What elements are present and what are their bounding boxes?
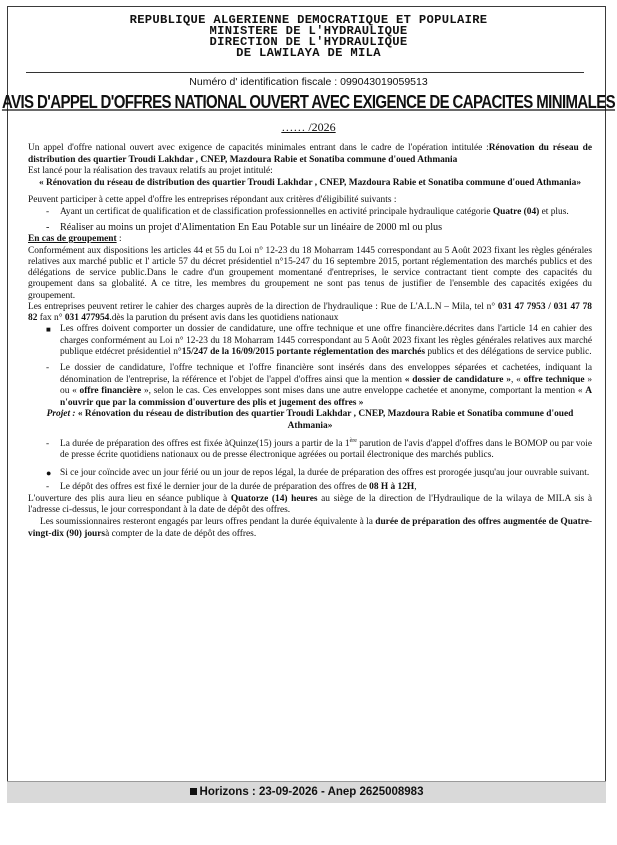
header-divider [26, 72, 584, 73]
header-wilaya: DE LAWILAYA DE MILA [236, 46, 381, 60]
header-direction: DIRECTION DE L'HYDRAULIQUE [209, 35, 408, 49]
duree-item: - La durée de préparation des offres est fixée àQuinze(15) jours a partir de la 1ère parution de l'avis d'appel d'offres dans le BOMOP ou par voie de presse écrite quotidiens nationaux ou de presse électronique agréées ou portail électronique des marchés publics. [28, 439, 592, 462]
publication-reference: Horizons : 23-09-2026 - Anep 2625008983 [199, 786, 424, 798]
header-ministry: MINISTERE DE L'HYDRAULIQUE [209, 24, 408, 38]
retrait-paragraph: Les entreprises peuvent retirer le cahier des charges auprès de la direction de l'hydraulique : Rue de L'A.L.N – Mila, tel n° 031 47 7953 / 031 47 78 82 fax n° 031 477954.dès la parution du présent avis dans les quotidiens nationaux [28, 301, 592, 323]
offres-item: ■ Les offres doivent comporter un dossier de candidature, une offre technique et une offre financière.décrites dans l'article 14 en cahier des charges conformément au Loi n° 12-23 du 18 Moharram 1445 correspondant au 5 Août 2023 fixant les règles générales relatives aux marché publique etdécret présidentiel n°15/247 de la 16/09/2015 portante réglementation des marchés publics et des délégations de service public. [46, 324, 592, 358]
notice-body [28, 143, 592, 540]
eligibility-intro: Peuvent participer à cette appel d'offre les entreprises répondant aux critères d'éligibilité suivants : [28, 195, 397, 206]
engagement-paragraph: Les soumissionnaires resteront engagés par leurs offres pendant la durée équivalente à la durée de préparation des offres augmentée de Quatre-vingt-dix (90) joursà compter de la date de dépôt des offres. [28, 517, 592, 539]
project-title: « Rénovation du réseau de distribution des quartier Troudi Lakhdar , CNEP, Mazdoura Rabie et Sonatiba commune d'oued Athmania» [38, 177, 582, 188]
square-bullet-icon [190, 788, 197, 795]
intro-line: Est lancé pour la réalisation des travaux relatifs au projet intitulé: [28, 166, 273, 177]
publication-footer [7, 781, 606, 803]
depot-item: - Le dépôt des offres est fixé le dernier jour de la durée de préparation des offres de 08 H à 12H, [28, 482, 592, 494]
enveloppes-item: - Le dossier de candidature, l'offre technique et l'offre financière sont insérés dans des enveloppes séparées et cachetées, indiquant la dénomination de l'entreprise, la référence et l'objet de l'appel d'offres ainsi que la mention « dossier de candidature », « offre technique » ou « offre financière », selon le cas. Ces enveloppes sont mises dans une autre enveloppe cachetée et anonyme, comportant la mention « A n'ouvrir que par la commission d'ouverture des plis et jugement des offres » [28, 363, 592, 409]
groupement-text: Conformément aux dispositions les articles 44 et 55 du Loi n° 12-23 du 18 Moharram 1445 correspondant au 5 Août 2023 fixant les règles générales relatives aux marché public et l' article 57 du décret présidentiel n°15-247 du 16 septembre 2015, portant réglementation des marchés publics et des délégations de service public.Dans le cadre d'un groupement momentané d'entreprises, le service contractant tient compte des capacités du groupement dans sa globalité. A ce titre, les membres du groupement ne sont pas tenus de justifier de l'ensemble des capacités exigées du groupement. [28, 245, 592, 301]
tax-id: Numéro d' identification fiscale : 099043019059513 [189, 76, 428, 88]
notice-title: AVIS D'APPEL D'OFFRES NATIONAL OUVERT AVEC EXIGENCE DE CAPACITES MINIMALES [1, 91, 616, 114]
groupement-heading: En cas de groupement : [28, 234, 122, 245]
ferie-item: ● Si ce jour coïncide avec un jour férié ou un jour de repos légal, la durée de préparation des offres est prorogée jusqu'au jour ouvrable suivant. [46, 467, 590, 478]
projet-reference: Projet : « Rénovation du réseau de distribution des quartier Troudi Lakhdar , CNEP, Mazdoura Rabie et Sonatiba commune d'oued Athmania» [46, 409, 574, 431]
intro-paragraph: Un appel d'offre national ouvert avec exigence de capacités minimales entrant dans le cadre de l'opération intitulée :Rénovation du réseau de distribution des quartier Troudi Lakhdar , CNEP, Mazdoura Rabie et Sonatiba commune d'oued Athmania [28, 143, 593, 165]
dot-bullet-icon: ● [46, 467, 52, 478]
criterion-experience: - Réaliser au moins un projet d'Alimentation En Eau Potable sur un linéaire de 2000 ml ou plus [28, 222, 592, 234]
square-bullet-icon: ■ [46, 325, 51, 335]
header-republic: REPUBLIQUE ALGERIENNE DEMOCRATIQUE ET POPULAIRE [129, 13, 488, 27]
criterion-qualification: - Ayant un certificat de qualification et de classification professionnelles en activité principale hydraulique catégorie Quatre (04) et plus. [28, 207, 592, 219]
ouverture-paragraph: L'ouverture des plis aura lieu en séance publique à Quatorze (14) heures au siège de la direction de l'Hydraulique de la wilaya de MILA sis à l'adresse ci-dessus, le jour correspondant à la date de dépôt des offres. [28, 493, 592, 516]
notice-number: …… /2026 [281, 120, 336, 134]
